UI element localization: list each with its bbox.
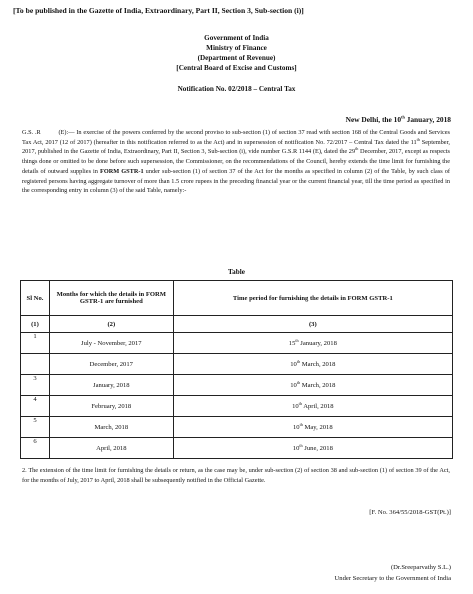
notification-date: New Delhi, the 10th January, 2018: [345, 114, 451, 124]
extension-table: [20, 280, 453, 459]
gazette-note: [To be published in the Gazette of India, Extraordinary, Part II, Section 3, Sub-section (i)]: [13, 6, 304, 15]
table-row: [21, 354, 453, 375]
column-number-1: (1): [21, 316, 50, 333]
column-number-3: (3): [173, 316, 452, 333]
cell-time-period: 10th March, 2018: [173, 354, 452, 375]
table-row: [21, 396, 453, 417]
cell-time-period: 10th April, 2018: [173, 396, 452, 417]
header-line-department: (Department of Revenue): [197, 54, 276, 62]
cell-months: July - November, 2017: [49, 333, 173, 354]
header-months: Months for which the details in FORM GSTR-1 are furnished: [49, 281, 173, 316]
file-reference: [F. No. 364/55/2018-GST(Pt.)]: [369, 509, 451, 516]
cell-months: March, 2018: [49, 417, 173, 438]
cell-time-period: 10th May, 2018: [173, 417, 452, 438]
table-row: [21, 417, 453, 438]
header-line-ministry: Ministry of Finance: [206, 44, 267, 52]
cell-sl: 6: [21, 438, 50, 459]
table-column-number-row: [21, 316, 453, 333]
cell-months: December, 2017: [49, 354, 173, 375]
cell-sl: [21, 354, 50, 375]
cell-sl: 3: [21, 375, 50, 396]
table-row: [21, 333, 453, 354]
cell-sl: 4: [21, 396, 50, 417]
column-number-2: (2): [49, 316, 173, 333]
notification-title: Notification No. 02/2018 – Central Tax: [177, 85, 296, 93]
paragraph-2: 2. The extension of the time limit for furnishing the details or return, as the case may be, under sub-section (2) of section 38 and sub-section (1) of section 39 of the Act, for the months of July, 2017 to April, 2018 shall be subsequently notified in the Official Gazette.: [22, 467, 450, 484]
signatory-name: (Dr.Sreeparvathy S.L.): [390, 564, 451, 571]
header-time-period: Time period for furnishing the details in FORM GSTR-1: [173, 281, 452, 316]
signatory-designation: Under Secretary to the Government of India: [334, 574, 451, 582]
header-line-government: Government of India: [204, 34, 269, 42]
cell-sl: 1: [21, 333, 50, 354]
table-row: [21, 438, 453, 459]
cell-months: February, 2018: [49, 396, 173, 417]
cell-time-period: 15th January, 2018: [173, 333, 452, 354]
header-sl-no: Sl No.: [21, 281, 50, 316]
cell-months: January, 2018: [49, 375, 173, 396]
table-header-row: [21, 281, 453, 316]
cell-sl: 5: [21, 417, 50, 438]
header-line-board: [Central Board of Excise and Customs]: [176, 64, 297, 72]
signature-block: [335, 563, 451, 584]
cell-months: April, 2018: [49, 438, 173, 459]
cell-time-period: 10th June, 2018: [173, 438, 452, 459]
cell-time-period: 10th March, 2018: [173, 375, 452, 396]
paragraph-1: G.S. .R (E):— In exercise of the powers conferred by the second proviso to sub-section (1) of section 37 read with section 168 of the Central Goods and Services Tax Act, 2017 (12 of 2017) (hereafter in this notification referred to as the Act) and in supersession of notification No. 72/2017 – Central Tax dated the 11th September, 2017, published in the Gazette of India, Extraordinary, Part II, Section 3, Sub-section (i), vide number G.S.R 1144 (E), dated the 29th December, 2017, except as respects things done or omitted to be done before such supersession, the Commissioner, on the recommendations of the Council, hereby extends the time limit for furnishing the details of outward supplies in FORM GSTR-1 under sub-section (1) of section 37 of the Act for the months as specified in column (2) of the Table, by such class of registered persons having aggregate turnover of more than 1.5 crore rupees in the preceding financial year or the current financial year, till the time period as specified in the corresponding entry in column (3) of the said Table, namely:-: [22, 129, 451, 195]
table-title: Table: [228, 268, 245, 276]
table-row: [21, 375, 453, 396]
